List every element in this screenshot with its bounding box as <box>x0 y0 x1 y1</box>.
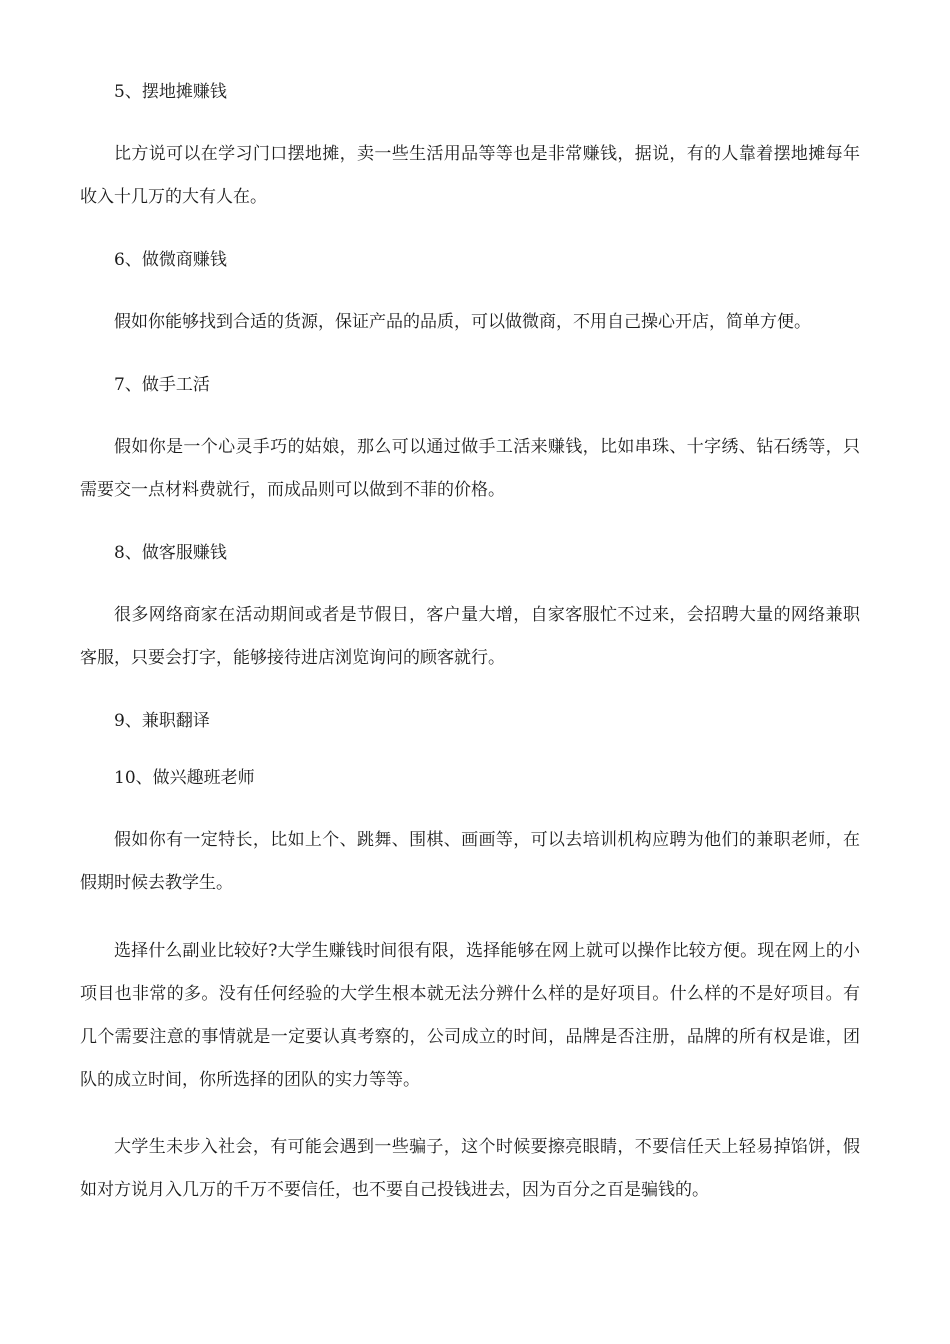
paragraph-scam-warning: 大学生未步入社会，有可能会遇到一些骗子，这个时候要擦亮眼睛，不要信任天上轻易掉馅饼，假如对方说月入几万的千万不要信任，也不要自己投钱进去，因为百分之百是骗钱的。 <box>80 1137 860 1200</box>
paragraph-street-stall: 比方说可以在学习门口摆地摊，卖一些生活用品等等也是非常赚钱，据说，有的人靠着摆地摊每年收入十几万的大有人在。 <box>80 144 860 207</box>
paragraph-wechat-business: 假如你能够找到合适的货源，保证产品的品质，可以做微商，不用自己操心开店，简单方便。 <box>114 312 811 332</box>
paragraph-customer-service: 很多网络商家在活动期间或者是节假日，客户量大增，自家客服忙不过来，会招聘大量的网络兼职客服，只要会打字，能够接待进店浏览询问的顾客就行。 <box>80 605 860 668</box>
section-heading-5: 5、摆地摊赚钱 <box>114 82 227 102</box>
paragraph-side-job-advice: 选择什么副业比较好?大学生赚钱时间很有限，选择能够在网上就可以操作比较方便。现在网上的小项目也非常的多。没有任何经验的大学生根本就无法分辨什么样的是好项目。什么样的不是好项目。有几个需要注意的事情就是一定要认真考察的，公司成立的时间，品牌是否注册，品牌的所有权是谁，团队的成立时间，你所选择的团队的实力等等。 <box>80 941 860 1090</box>
section-heading-7: 7、做手工活 <box>114 375 210 395</box>
section-heading-6: 6、做微商赚钱 <box>114 250 227 270</box>
paragraph-handcraft: 假如你是一个心灵手巧的姑娘，那么可以通过做手工活来赚钱，比如串珠、十字绣、钻石绣等，只需要交一点材料费就行，而成品则可以做到不菲的价格。 <box>80 437 860 500</box>
paragraph-interest-teacher: 假如你有一定特长，比如上个、跳舞、围棋、画画等，可以去培训机构应聘为他们的兼职老师，在假期时候去教学生。 <box>80 830 860 893</box>
section-heading-9: 9、兼职翻译 <box>114 711 210 731</box>
section-heading-10: 10、做兴趣班老师 <box>114 768 255 788</box>
document-body <box>80 76 860 1237</box>
section-heading-8: 8、做客服赚钱 <box>114 543 227 563</box>
